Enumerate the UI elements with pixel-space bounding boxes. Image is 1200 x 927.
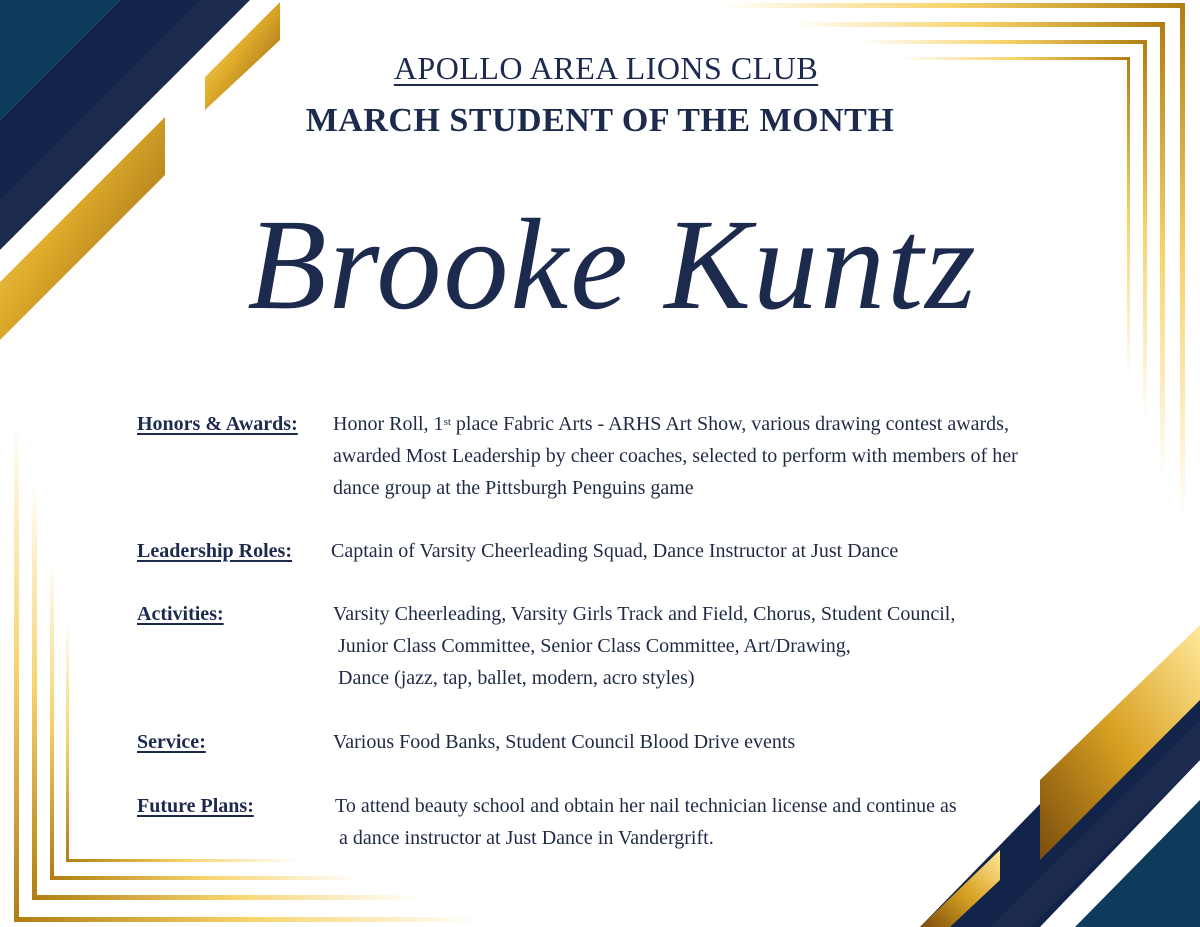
section-line: Dance (jazz, tap, ballet, modern, acro styles) — [338, 667, 695, 689]
section-label: Leadership Roles: — [137, 540, 292, 562]
section-honors — [137, 408, 1137, 508]
section-leadership — [137, 535, 1137, 569]
section-line: a dance instructor at Just Dance in Vandergrift. — [339, 827, 714, 849]
section-line: Various Food Banks, Student Council Blood Drive events — [333, 731, 796, 753]
section-line: Junior Class Committee, Senior Class Committee, Art/Drawing, — [338, 635, 851, 657]
section-line: Honor Roll, 1st place Fabric Arts - ARHS Art Show, various drawing contest awards, — [333, 413, 1009, 435]
club-name: APOLLO AREA LIONS CLUB — [393, 50, 819, 86]
student-name: Brooke Kuntz — [247, 193, 978, 337]
section-label: Activities: — [137, 603, 224, 625]
section-service — [137, 726, 1137, 760]
section-line: To attend beauty school and obtain her nail technician license and continue as — [335, 795, 957, 817]
section-label: Future Plans: — [137, 795, 254, 817]
section-label: Honors & Awards: — [137, 413, 298, 435]
award-title: MARCH STUDENT OF THE MONTH — [305, 102, 895, 139]
section-future-plans — [137, 790, 1137, 856]
section-line: Varsity Cheerleading, Varsity Girls Track and Field, Chorus, Student Council, — [333, 603, 956, 625]
section-line: dance group at the Pittsburgh Penguins game — [333, 477, 694, 499]
section-activities — [137, 598, 1137, 698]
section-line: Captain of Varsity Cheerleading Squad, Dance Instructor at Just Dance — [331, 540, 899, 562]
section-label: Service: — [137, 731, 206, 753]
section-line: awarded Most Leadership by cheer coaches, selected to perform with members of her — [333, 445, 1018, 467]
